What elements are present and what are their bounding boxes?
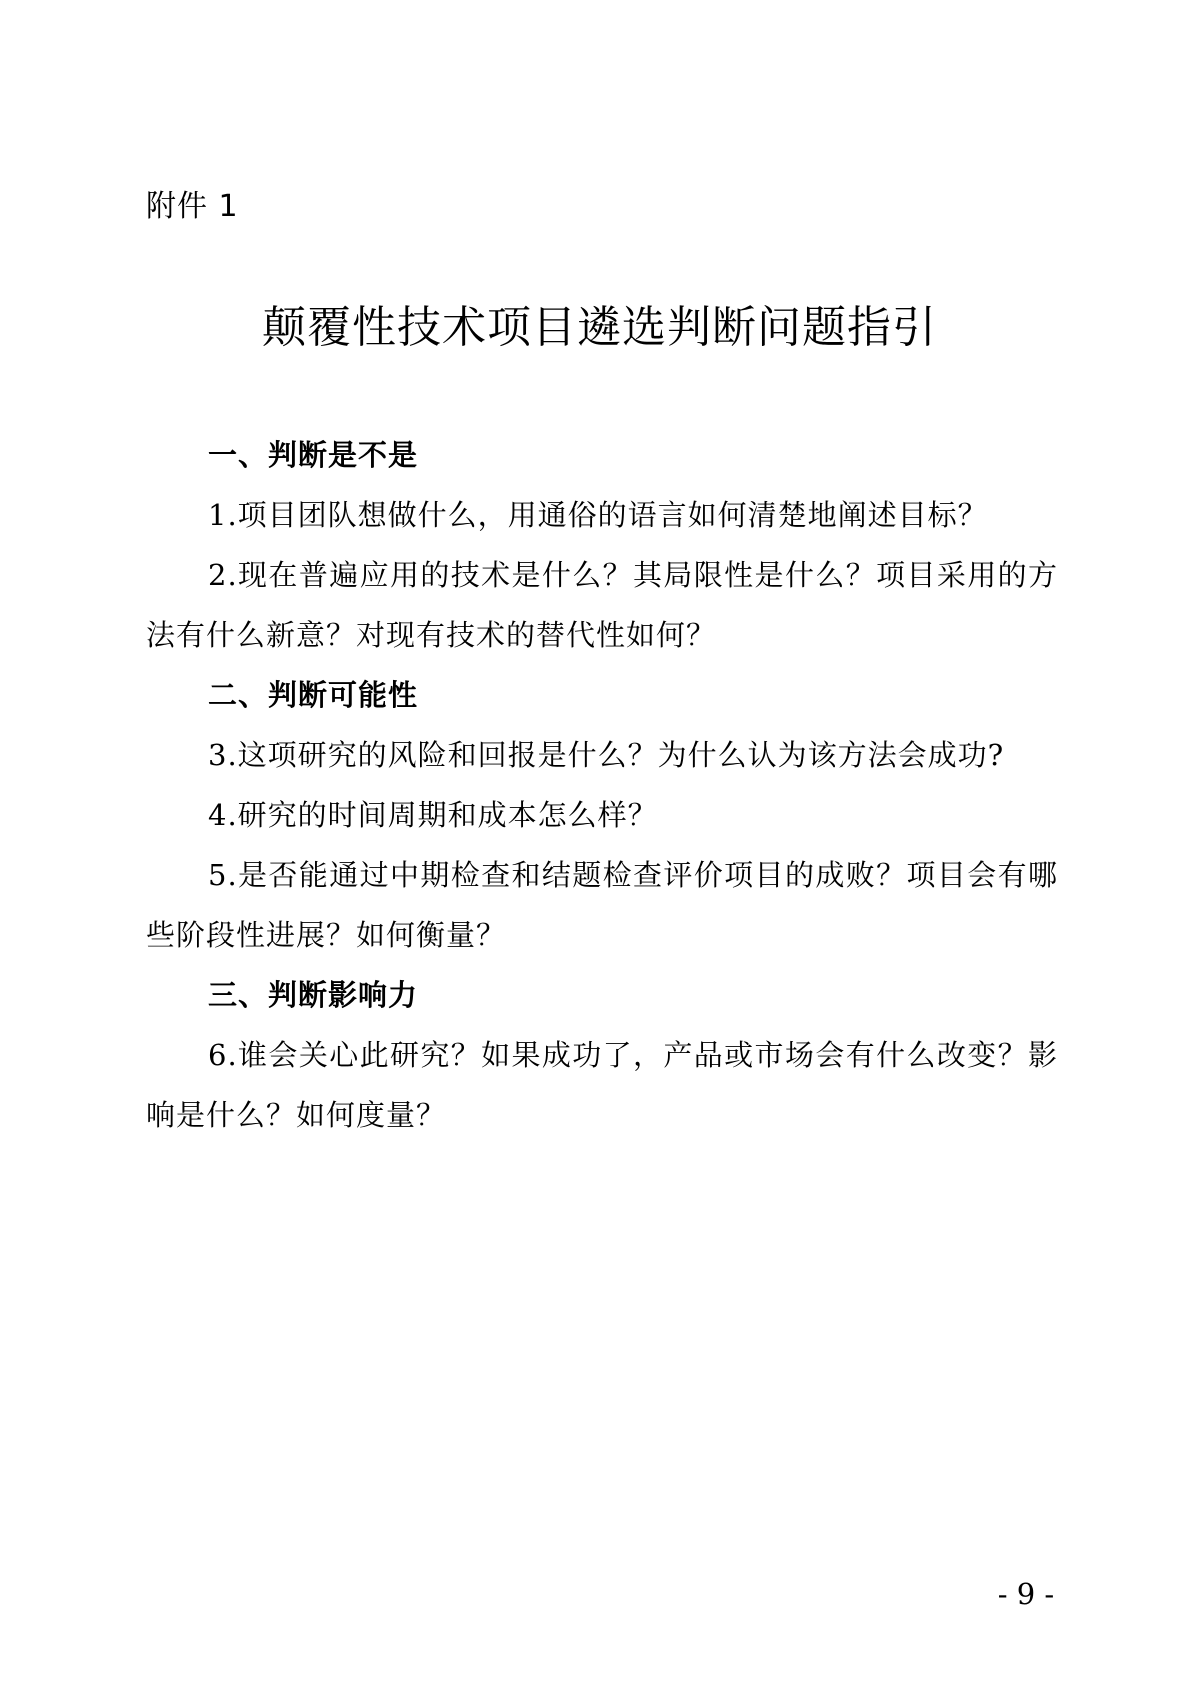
section-heading-2: 二、判断可能性 (208, 678, 419, 712)
section-heading-1: 一、判断是不是 (208, 438, 419, 472)
question-1: 1.项目团队想做什么，用通俗的语言如何清楚地阐述目标？ (208, 498, 988, 532)
attachment-label: 附件 1 (146, 189, 239, 224)
question-3: 3.这项研究的风险和回报是什么？为什么认为该方法会成功? (208, 738, 1005, 772)
document-body (146, 425, 1058, 1145)
document-title: 颠覆性技术项目遴选判断问题指引 (262, 302, 937, 353)
question-6: 6.谁会关心此研究？如果成功了，产品或市场会有什么改变？影响是什么？如何度量？ (146, 1038, 1058, 1132)
question-2: 2.现在普遍应用的技术是什么？其局限性是什么？项目采用的方法有什么新意？对现有技术的替代性如何？ (146, 558, 1058, 652)
section-heading-3: 三、判断影响力 (208, 978, 419, 1012)
question-4: 4.研究的时间周期和成本怎么样？ (208, 798, 658, 832)
page-number: - 9 - (997, 1577, 1055, 1611)
question-5: 5.是否能通过中期检查和结题检查评价项目的成败？项目会有哪些阶段性进展？如何衡量？ (146, 858, 1058, 952)
